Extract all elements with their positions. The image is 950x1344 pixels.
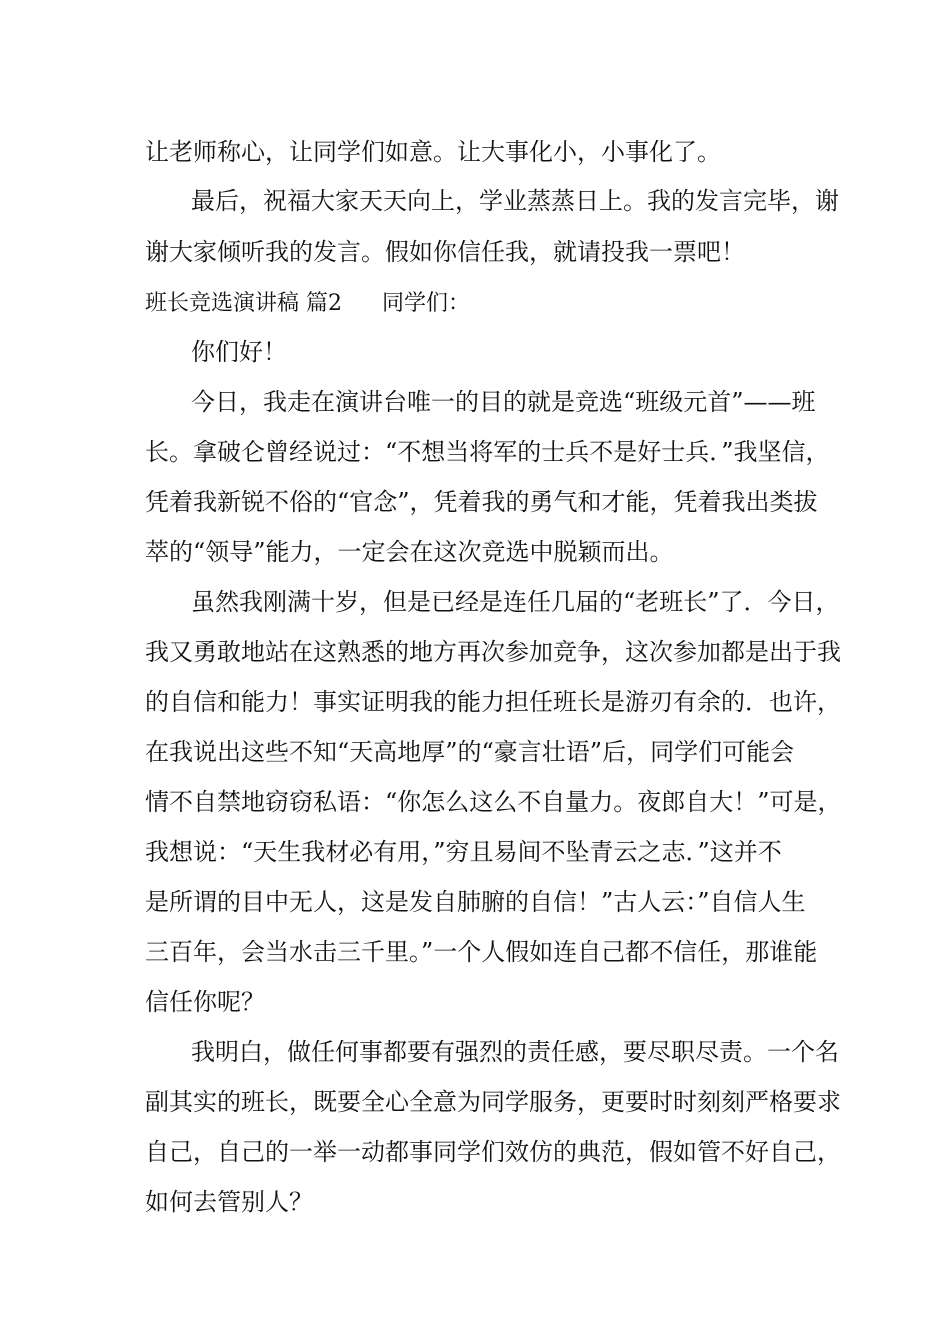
text-line: 今日，我走在演讲台唯一的目的就是竞选“班级元首”——班 [191, 388, 816, 416]
text-line: 情不自禁地窃窃私语：“你怎么这么不自量力。夜郎自大！”可是， [145, 788, 842, 816]
text-line: 我明白，做任何事都要有强烈的责任感，要尽职尽责。一个名 [191, 1038, 839, 1066]
text-line: 在我说出这些不知“天高地厚”的“豪言壮语”后，同学们可能会 [145, 738, 795, 766]
section-heading [145, 289, 470, 319]
text-line: 谢大家倾听我的发言。假如你信任我，就请投我一票吧！ [145, 238, 745, 266]
greeting: 同学们： [382, 291, 471, 316]
text-line: 三百年，会当水击三千里。”一个人假如连自己都不信任，那谁能 [145, 938, 818, 966]
heading-title: 班长竞选演讲稿 篇2 [145, 291, 342, 316]
text-line: 凭着我新锐不俗的“官念”，凭着我的勇气和才能，凭着我出类拔 [145, 488, 818, 516]
text-line: 你们好！ [191, 338, 287, 366]
text-line: 自己，自己的一举一动都事同学们效仿的典范，假如管不好自己， [145, 1138, 841, 1166]
text-line: 副其实的班长，既要全心全意为同学服务，更要时时刻刻严格要求 [145, 1088, 841, 1116]
text-line: 的自信和能力！事实证明我的能力担任班长是游刃有余的．也许， [145, 688, 841, 716]
text-line: 我又勇敢地站在这熟悉的地方再次参加竞争，这次参加都是出于我 [145, 638, 841, 666]
text-line: 让老师称心，让同学们如意。让大事化小，小事化了。 [145, 138, 721, 166]
text-line: 最后，祝福大家天天向上，学业蒸蒸日上。我的发言完毕，谢 [191, 187, 839, 215]
text-line: 虽然我刚满十岁，但是已经是连任几届的“老班长”了．今日， [191, 588, 840, 616]
text-line: 萃的“领导”能力，一定会在这次竞选中脱颖而出。 [145, 538, 674, 566]
text-line: 我想说：“天生我材必有用，”穷且易间不坠青云之志．”这并不 [145, 838, 782, 866]
text-line: 如何去管别人？ [145, 1188, 313, 1216]
text-line: 是所谓的目中无人，这是发自肺腑的自信！”古人云：”自信人生 [145, 888, 806, 916]
text-line: 长。拿破仑曾经说过：“不想当将军的士兵不是好士兵．”我坚信， [145, 438, 830, 466]
text-line: 信任你呢？ [145, 988, 265, 1016]
